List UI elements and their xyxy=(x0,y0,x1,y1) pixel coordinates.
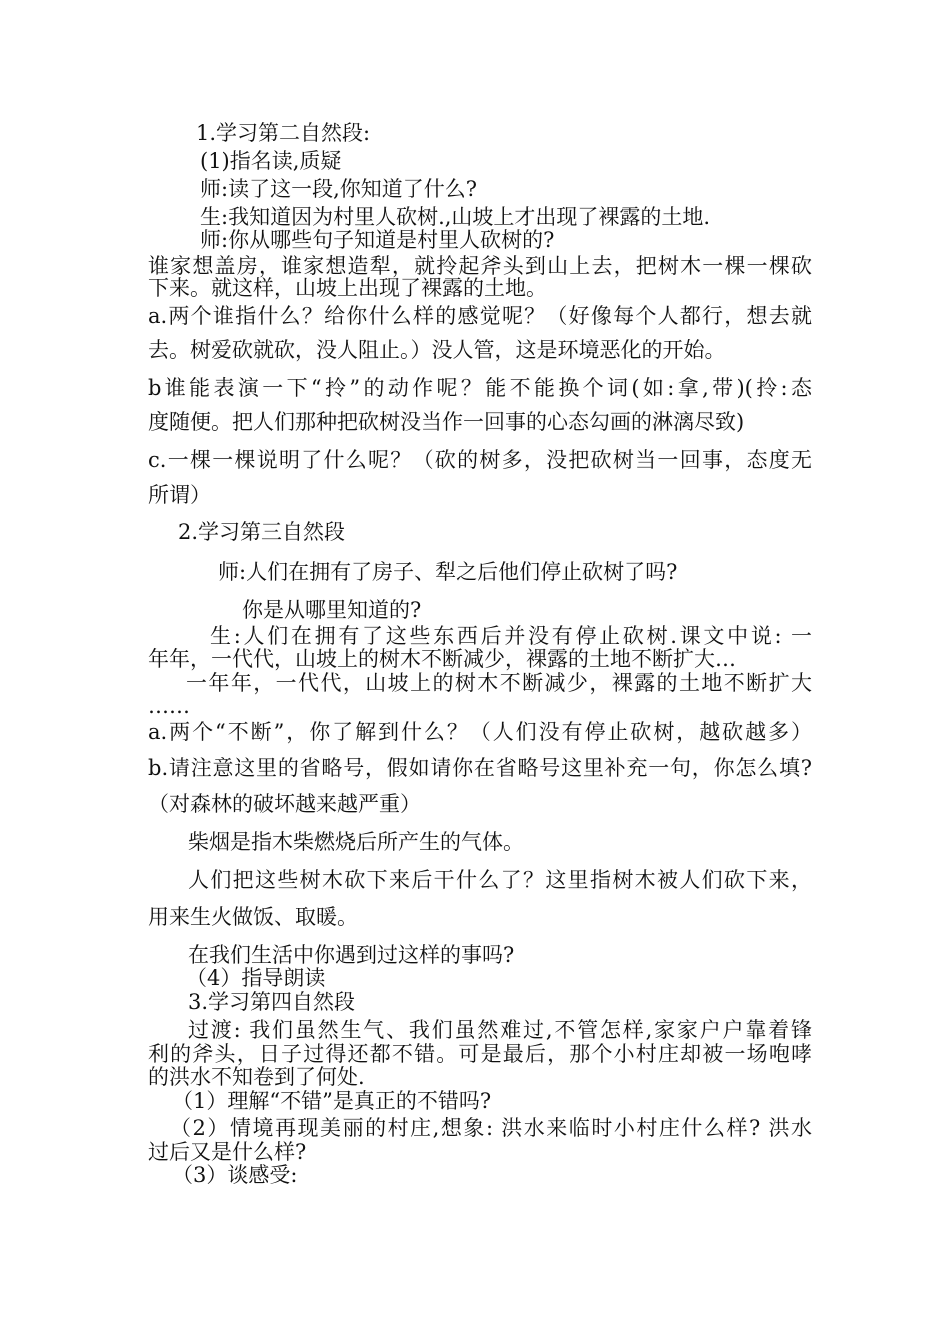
text-line: 利的斧头，日子过得还都不错。可是最后，那个小村庄却被一场咆哮 xyxy=(148,1042,812,1066)
text-line: a.两个“不断”，你了解到什么？（人们没有停止砍树，越砍越多） xyxy=(148,720,812,744)
text-line: 师:人们在拥有了房子、犁之后他们停止砍树了吗? xyxy=(218,560,678,584)
text-line: (1)指名读,质疑 xyxy=(200,149,342,173)
quote-line: 谁家想盖房，谁家想造犁，就拎起斧头到山上去，把树木一棵一棵砍 xyxy=(148,254,812,278)
text-line: 度随便。把人们那种把砍树没当作一回事的心态勾画的淋漓尽致) xyxy=(148,410,745,434)
quote-line: 下来。就这样，山坡上出现了裸露的土地。 xyxy=(148,276,547,300)
text-line: （1）理解“不错”是真正的不错吗? xyxy=(172,1089,492,1113)
text-line: （4）指导朗读 xyxy=(186,966,326,990)
text-line: 过后又是什么样? xyxy=(148,1140,307,1164)
text-line: 的洪水不知卷到了何处. xyxy=(148,1065,365,1089)
text-line: 师:读了这一段,你知道了什么? xyxy=(200,177,478,201)
text-line: 柴烟是指木柴燃烧后所产生的气体。 xyxy=(188,830,524,854)
text-line: （对森林的破坏越来越严重） xyxy=(148,792,421,816)
text-line: 师:你从哪些句子知道是村里人砍树的? xyxy=(200,228,555,252)
text-line: 生:我知道因为村里人砍树.,山坡上才出现了裸露的土地. xyxy=(200,205,711,229)
text-line: 在我们生活中你遇到过这样的事吗? xyxy=(188,943,515,967)
text-line: 人们把这些树木砍下来后干什么了？这里指树木被人们砍下来， xyxy=(188,868,812,892)
text-line: a.两个谁指什么？给你什么样的感觉呢？（好像每个人都行，想去就 xyxy=(148,304,812,328)
text-line: 年年，一代代，山坡上的树木不断减少，裸露的土地不断扩大… xyxy=(148,647,736,671)
text-line: （2）情境再现美丽的村庄,想象: 洪水来临时小村庄什么样? 洪水 xyxy=(170,1116,812,1140)
text-line: 你是从哪里知道的? xyxy=(242,598,422,622)
heading-section-2: 1.学习第二自然段: xyxy=(196,121,371,145)
text-line: b谁能表演一下“拎”的动作呢？能不能换个词(如:拿,带)(拎:态 xyxy=(148,376,812,400)
text-line: b.请注意这里的省略号，假如请你在省略号这里补充一句，你怎么填? xyxy=(148,756,812,780)
text-line: 所谓） xyxy=(148,483,211,507)
text-line: 去。树爱砍就砍，没人阻止。）没人管，这是环境恶化的开始。 xyxy=(148,338,726,362)
text-line: 用来生火做饭、取暖。 xyxy=(148,905,358,929)
text-line: 生:人们在拥有了这些东西后并没有停止砍树.课文中说: 一 xyxy=(210,624,812,648)
text-line: 一年年，一代代，山坡上的树木不断减少，裸露的土地不断扩大 xyxy=(186,671,812,695)
text-line: （3）谈感受: xyxy=(172,1163,298,1187)
text-line: 过渡: 我们虽然生气、我们虽然难过,不管怎样,家家户户靠着锋 xyxy=(188,1018,812,1042)
heading-section-3: 2.学习第三自然段 xyxy=(178,520,346,544)
text-line: c.一棵一棵说明了什么呢？（砍的树多，没把砍树当一回事，态度无 xyxy=(148,448,812,472)
heading-section-4: 3.学习第四自然段 xyxy=(188,990,356,1014)
text-line: …… xyxy=(148,694,190,718)
